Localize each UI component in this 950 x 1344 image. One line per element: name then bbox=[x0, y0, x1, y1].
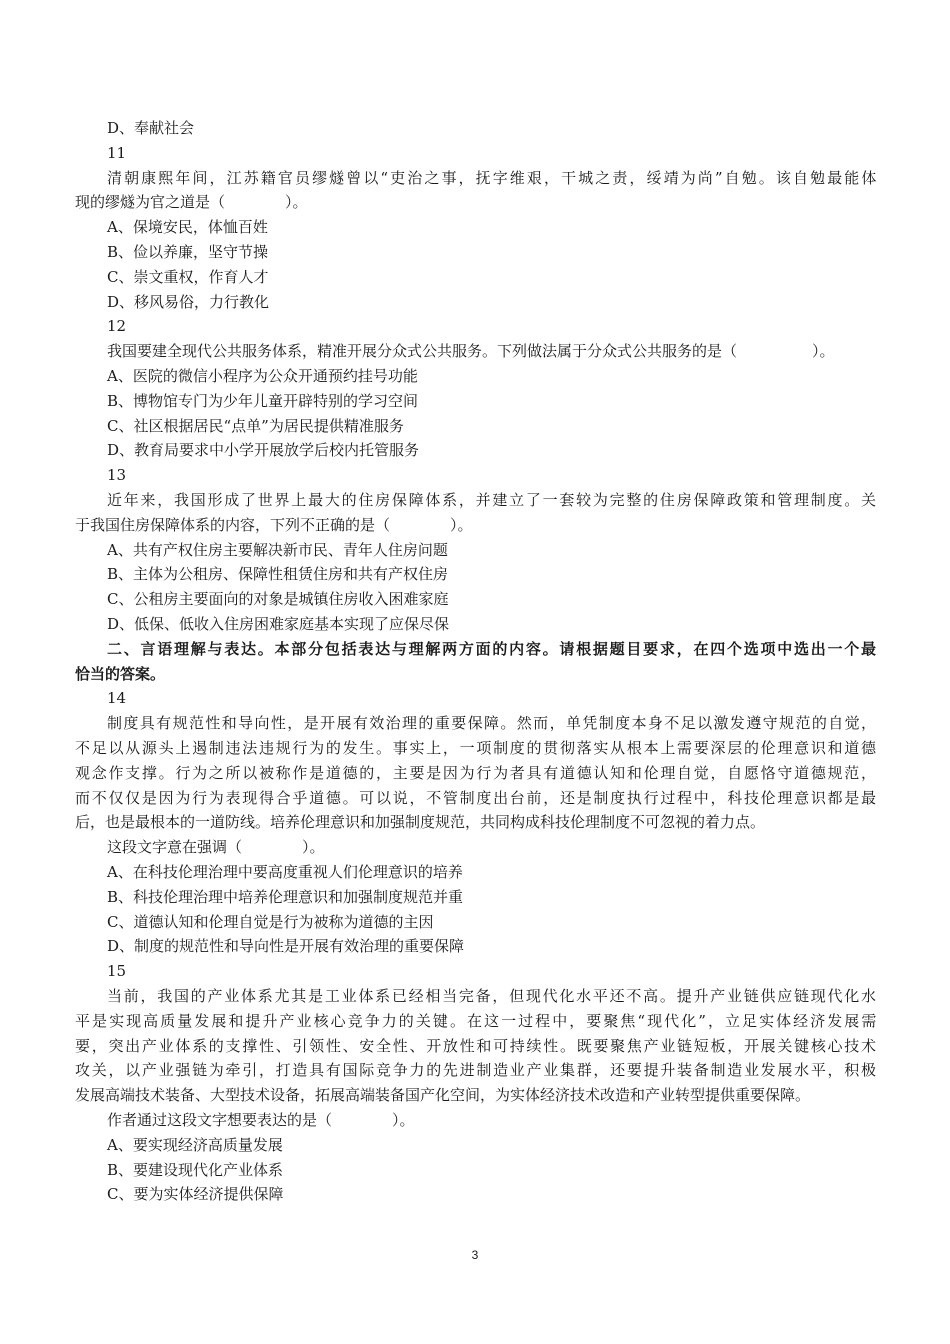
text-line: 平是实现高质量发展和提升产业核心竞争力的关键。在这一过程中，要聚焦“现代化”，立足实体经济发展需 bbox=[75, 1011, 879, 1030]
text-line: A、要实现经济高质量发展 bbox=[107, 1135, 283, 1154]
text-line: 清朝康熙年间，江苏籍官员缪燧曾以“吏治之事，抚字维艰，干城之责，绥靖为尚”自勉。该自勉最能体 bbox=[107, 168, 879, 187]
text-line: C、道德认知和伦理自觉是行为被称为道德的主因 bbox=[107, 912, 434, 931]
text-line: C、要为实体经济提供保障 bbox=[107, 1185, 284, 1204]
text-line: 12 bbox=[107, 317, 127, 336]
text-line: 于我国住房保障体系的内容，下列不正确的是（ ）。 bbox=[75, 515, 473, 534]
text-line: 攻关，以产业强链为牵引，打造具有国际竞争力的先进制造业产业集群，还要提升装备制造业发展水平，积极 bbox=[75, 1061, 878, 1080]
text-line: 后，也是最根本的一道防线。培养伦理意识和加强制度规范，共同构成科技伦理制度不可忽视的着力点。 bbox=[75, 813, 766, 832]
text-line: 二、言语理解与表达。本部分包括表达与理解两方面的内容。请根据题目要求，在四个选项中选出一个最 bbox=[107, 639, 878, 658]
text-line: D、奉献社会 bbox=[107, 119, 195, 137]
text-line: A、保境安民，体恤百姓 bbox=[107, 218, 268, 237]
text-line: 要，突出产业体系的支撑性、引领性、安全性、开放性和可持续性。既要聚焦产业链短板，开展关键核心技术 bbox=[75, 1036, 878, 1055]
text-line: D、制度的规范性和导向性是开展有效治理的重要保障 bbox=[107, 937, 465, 956]
text-line: 15 bbox=[107, 962, 127, 981]
text-line: 制度具有规范性和导向性，是开展有效治理的重要保障。然而，单凭制度本身不足以激发遵守规范的自觉， bbox=[107, 714, 878, 733]
text-line: 14 bbox=[107, 689, 127, 708]
page-number: 3 bbox=[471, 1248, 479, 1262]
text-line: 观念作支撑。行为之所以被称作是道德的，主要是因为行为者具有道德认知和伦理自觉，自愿恪守道德规范， bbox=[75, 763, 878, 782]
text-line: 11 bbox=[107, 143, 127, 162]
text-line: 现的缪燧为官之道是（ ）。 bbox=[75, 193, 308, 212]
text-line: 13 bbox=[107, 466, 127, 485]
text-line: B、俭以养廉，坚守节操 bbox=[107, 243, 269, 261]
text-line: C、公租房主要面向的对象是城镇住房收入困难家庭 bbox=[107, 590, 449, 609]
text-line: 这段文字意在强调（ ）。 bbox=[107, 838, 325, 857]
text-line: A、共有产权住房主要解决新市民、青年人住房问题 bbox=[107, 540, 448, 559]
text-line: D、移风易俗，力行教化 bbox=[107, 292, 270, 311]
text-line: B、主体为公租房、保障性租赁住房和共有产权住房 bbox=[107, 565, 449, 584]
text-line: D、低保、低收入住房困难家庭基本实现了应保尽保 bbox=[107, 615, 450, 633]
text-line: B、科技伦理治理中培养伦理意识和加强制度规范并重 bbox=[107, 887, 464, 906]
text-line: 不足以从源头上遏制违法违规行为的发生。事实上，一项制度的贯彻落实从根本上需要深层的伦理意识和道德 bbox=[75, 739, 878, 757]
text-line: 发展高端技术装备、大型技术设备，拓展高端装备国产化空间，为实体经济技术改造和产业转型提供重要保障。 bbox=[75, 1086, 811, 1105]
text-line: D、教育局要求中小学开展放学后校内托管服务 bbox=[107, 441, 420, 460]
text-line: 恰当的答案。 bbox=[75, 664, 166, 683]
text-line: B、博物馆专门为少年儿童开辟特别的学习空间 bbox=[107, 391, 419, 410]
text-line: A、医院的微信小程序为公众开通预约挂号功能 bbox=[107, 367, 418, 385]
text-line: B、要建设现代化产业体系 bbox=[107, 1160, 284, 1179]
text-line: C、崇文重权，作育人才 bbox=[107, 267, 269, 286]
text-line: 我国要建全现代公共服务体系，精准开展分众式公共服务。下列做法属于分众式公共服务的是（ ）。 bbox=[107, 342, 835, 361]
text-line: C、社区根据居民“点单”为居民提供精准服务 bbox=[107, 416, 404, 435]
text-line: A、在科技伦理治理中要高度重视人们伦理意识的培养 bbox=[107, 863, 463, 881]
text-line: 而不仅仅是因为行为表现得合乎道德。可以说，不管制度出台前，还是制度执行过程中，科技伦理意识都是最 bbox=[75, 788, 878, 807]
text-line: 作者通过这段文字想要表达的是（ ）。 bbox=[107, 1111, 415, 1129]
text-line: 当前，我国的产业体系尤其是工业体系已经相当完备，但现代化水平还不高。提升产业链供应链现代化水 bbox=[107, 987, 878, 1005]
text-line: 近年来，我国形成了世界上最大的住房保障体系，并建立了一套较为完整的住房保障政策和管理制度。关 bbox=[107, 491, 878, 509]
